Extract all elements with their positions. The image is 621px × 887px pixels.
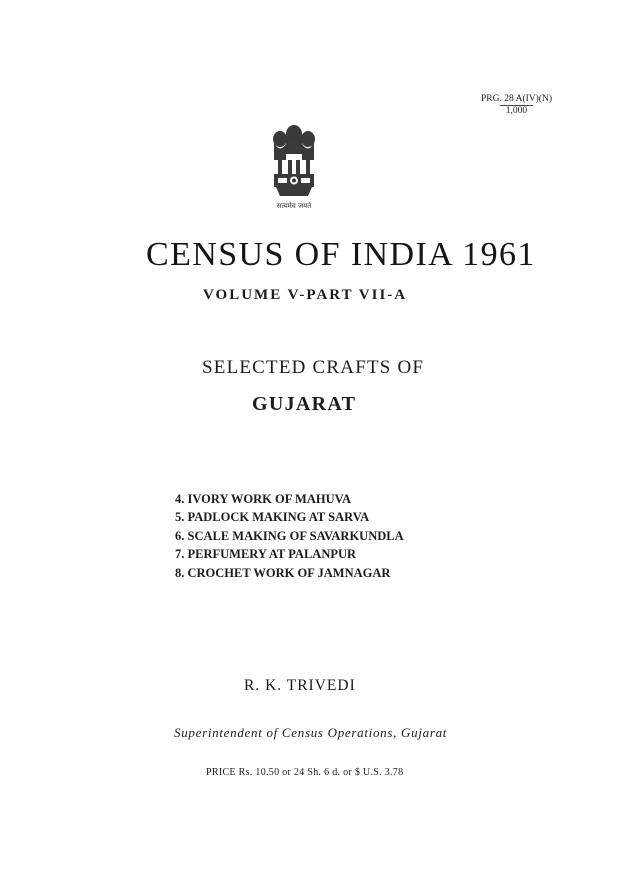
list-item: 6. SCALE MAKING OF SAVARKUNDLA bbox=[175, 528, 404, 543]
crafts-list bbox=[175, 490, 404, 582]
list-item: 7. PERFUMERY AT PALANPUR bbox=[175, 547, 357, 562]
ashoka-lion-capital-emblem-icon bbox=[268, 120, 320, 212]
emblem-motto: सत्यमेव जयते bbox=[276, 202, 312, 210]
publication-code-number: PRG. 28 A(IV)(N) bbox=[481, 94, 552, 104]
list-item: 4. IVORY WORK OF MAHUVA bbox=[175, 492, 352, 506]
print-run-count: 1,000 bbox=[500, 105, 533, 117]
state-name: GUJARAT bbox=[252, 393, 357, 415]
crafts-title: SELECTED CRAFTS OF bbox=[202, 357, 425, 378]
author-name: R. K. TRIVEDI bbox=[244, 677, 356, 694]
page-title: CENSUS OF INDIA 1961 bbox=[146, 236, 536, 273]
volume-label: VOLUME V-PART VII-A bbox=[203, 287, 408, 303]
publication-code bbox=[481, 94, 552, 117]
price-line: PRICE Rs. 10.50 or 24 Sh. 6 d. or $ U.S. 3.78 bbox=[206, 767, 404, 778]
author-designation: Superintendent of Census Operations, Gujarat bbox=[174, 725, 448, 740]
list-item: 8. CROCHET WORK OF JAMNAGAR bbox=[175, 565, 391, 580]
list-item: 5. PADLOCK MAKING AT SARVA bbox=[175, 510, 370, 525]
